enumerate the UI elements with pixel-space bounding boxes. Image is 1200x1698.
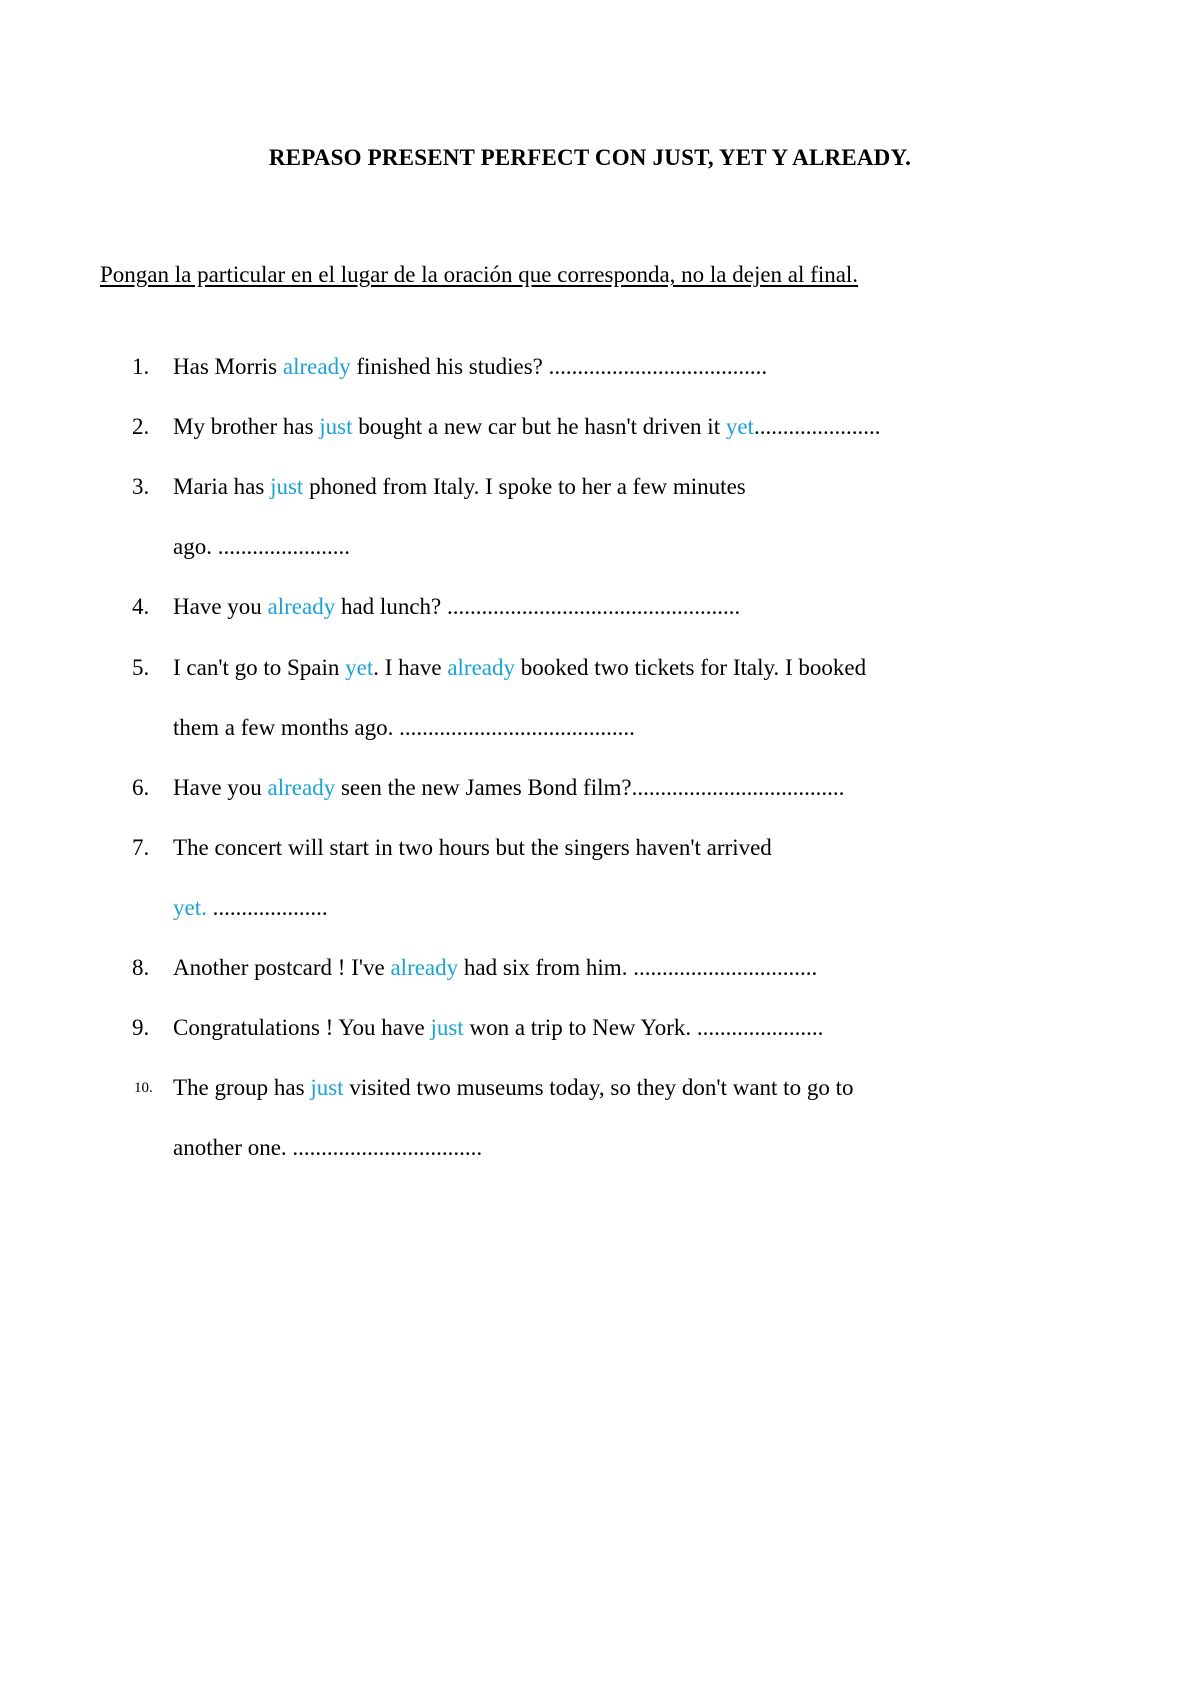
worksheet-title: REPASO PRESENT PERFECT CON JUST, YET Y ALREADY. [268,145,912,170]
exercise-line: Have you already seen the new James Bond film?..................................... [173,775,845,800]
worksheet-instruction: Pongan la particular en el lugar de la oración que corresponda, no la dejen al final. [100,262,859,287]
keyword-highlight: just [270,474,304,499]
exercise-number: 3. [132,474,150,499]
exercise-line: yet. .................... [173,895,328,920]
exercise-number: 2. [132,414,150,439]
keyword-highlight: just [430,1015,464,1040]
exercise-line: another one. ................................. [173,1135,483,1160]
exercise-number: 5. [132,655,150,680]
keyword-highlight: already [267,594,336,619]
exercise-number: 1. [132,354,150,379]
keyword-highlight: already [282,354,351,379]
exercise-line: Congratulations ! You have just won a trip to New York. ...................... [173,1015,824,1040]
keyword-highlight: yet [345,655,374,680]
keyword-highlight: already [267,775,336,800]
exercise-line: My brother has just bought a new car but he hasn't driven it yet...................... [173,414,881,439]
keyword-highlight: just [310,1075,344,1100]
keyword-highlight: just [319,414,353,439]
exercise-line: The group has just visited two museums today, so they don't want to go to [173,1075,854,1100]
exercise-number: 7. [132,835,150,860]
exercise-number: 9. [132,1015,150,1040]
exercise-number: 6. [132,775,150,800]
keyword-highlight: already [447,655,516,680]
exercise-line: Have you already had lunch? ................................................... [173,594,741,619]
exercise-number: 4. [132,594,150,619]
exercise-line: ago. ....................... [173,534,350,559]
exercise-number: 8. [132,955,150,980]
keyword-highlight: yet [725,414,754,439]
exercise-number: 10. [134,1080,153,1096]
exercise-line: them a few months ago. ......................................... [173,715,635,740]
exercise-line: I can't go to Spain yet. I have already booked two tickets for Italy. I booked [173,655,867,680]
keyword-highlight: yet. [173,895,207,920]
exercise-line: Has Morris already finished his studies? ...................................... [173,354,768,379]
exercise-line: The concert will start in two hours but the singers haven't arrived [173,835,772,860]
exercise-line: Another postcard ! I've already had six from him. ................................ [173,955,818,980]
keyword-highlight: already [390,955,459,980]
exercise-line: Maria has just phoned from Italy. I spoke to her a few minutes [173,474,746,499]
